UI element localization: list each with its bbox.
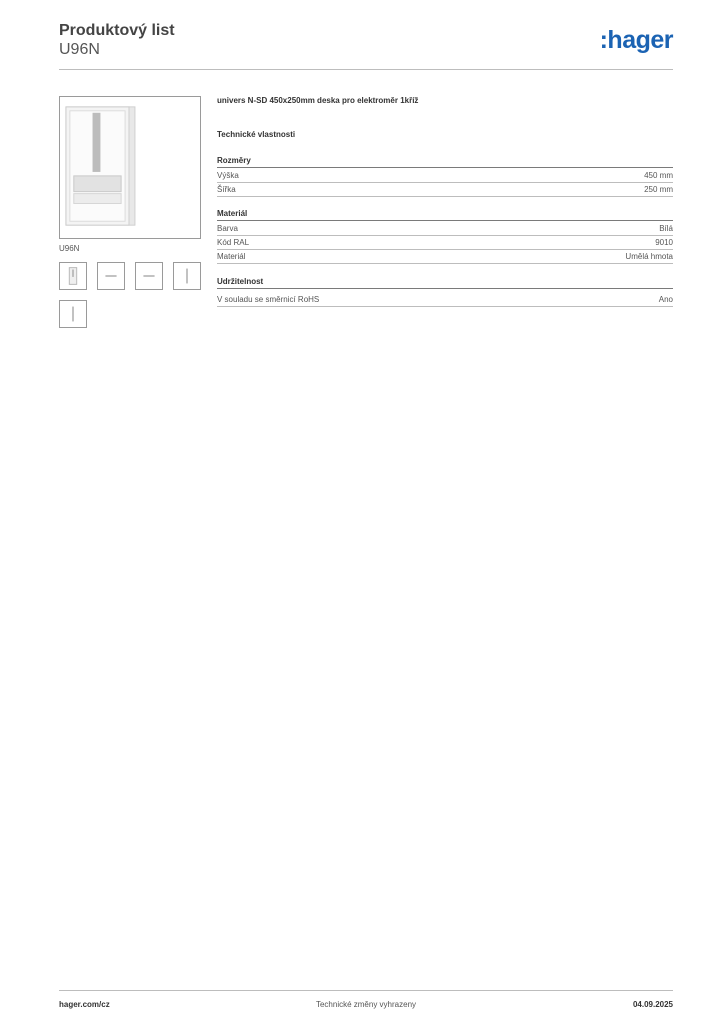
- page-header: [59, 22, 673, 70]
- spec-label: Barva: [217, 224, 238, 233]
- footer-note: Technické změny vyhrazeny: [315, 1000, 417, 1009]
- spec-row: [217, 169, 673, 183]
- spec-value: 9010: [655, 238, 673, 247]
- spec-value: Umělá hmota: [625, 252, 673, 261]
- spec-label: V souladu se směrnicí RoHS: [217, 295, 320, 304]
- spec-row: [217, 250, 673, 264]
- spec-value: 250 mm: [644, 185, 673, 194]
- spec-label: Kód RAL: [217, 238, 250, 247]
- spec-row: [217, 222, 673, 236]
- thumbnail-1[interactable]: [59, 262, 87, 290]
- product-description: univers N-SD 450x250mm deska pro elektroměr 1kříž: [217, 96, 419, 105]
- thumbnail-2[interactable]: [97, 262, 125, 290]
- hager-logo: :hager: [599, 26, 673, 54]
- spec-label: Materiál: [217, 252, 246, 261]
- group-title-sustainability: Udržitelnost: [217, 277, 673, 289]
- thumbnail-4[interactable]: [173, 262, 201, 290]
- spec-label: Šířka: [217, 185, 236, 194]
- spec-row: [217, 183, 673, 197]
- group-title-dimensions: Rozměry: [217, 156, 673, 168]
- thumbnail-5[interactable]: [59, 300, 87, 328]
- spec-label: Výška: [217, 171, 239, 180]
- page-footer: [59, 990, 673, 1010]
- spec-row: [217, 293, 673, 307]
- spec-value: Ano: [658, 295, 673, 304]
- specs-heading: Technické vlastnosti: [217, 130, 296, 139]
- group-title-material: Materiál: [217, 209, 673, 221]
- spec-value: Bílá: [659, 224, 673, 233]
- spec-row: [217, 236, 673, 250]
- document-title: Produktový list: [59, 22, 175, 39]
- image-caption: U96N: [59, 244, 80, 253]
- spec-value: 450 mm: [644, 171, 673, 180]
- product-main-image: [59, 96, 201, 239]
- footer-date: 04.09.2025: [632, 1000, 673, 1009]
- footer-website-link[interactable]: hager.com/cz: [59, 1000, 110, 1009]
- thumbnail-3[interactable]: [135, 262, 163, 290]
- product-code: U96N: [59, 41, 100, 58]
